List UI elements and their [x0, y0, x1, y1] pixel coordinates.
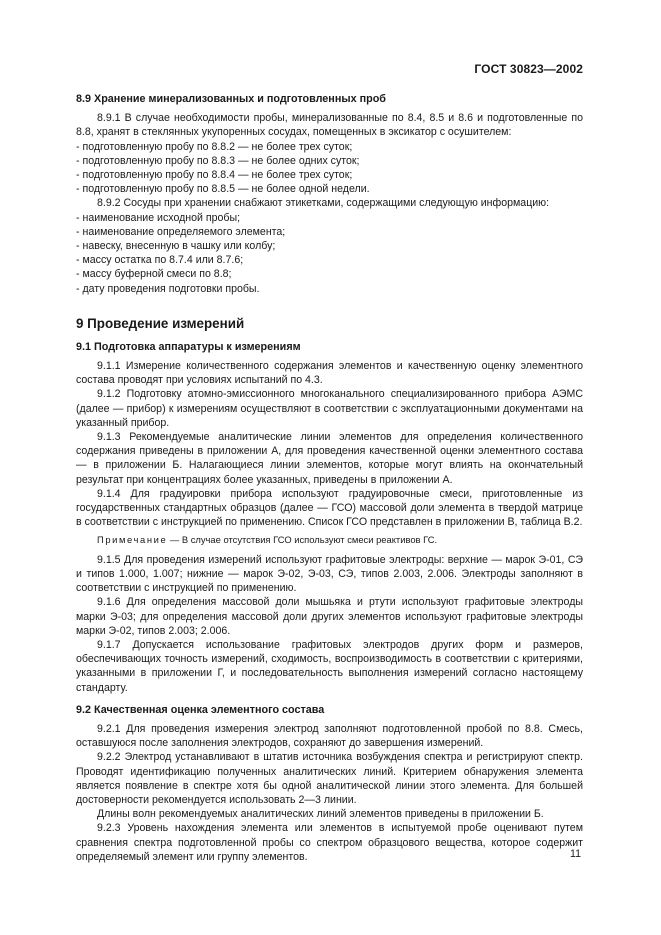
paragraph-9-1-2: 9.1.2 Подготовку атомно-эмиссионного многоканального специализированного прибора АЭМС (далее — прибор) к измерениям осуществляют в соответствии с эксплуатационными документами на указанный прибор. — [76, 388, 583, 429]
list-item: - подготовленную пробу по 8.8.3 — не более одних суток; — [76, 154, 360, 167]
page-content — [76, 92, 583, 864]
paragraph-9-1-1: 9.1.1 Измерение количественного содержания элементов и качественную оценку элементного состава проводят при условиях испытаний по 4.3. — [76, 360, 583, 387]
list-item: - массу буферной смеси по 8.8; — [76, 268, 232, 281]
list-item: - подготовленную пробу по 8.8.2 — не более трех суток; — [76, 140, 353, 153]
list-item: - подготовленную пробу по 8.8.4 — не более трех суток; — [76, 169, 353, 182]
list-item: - массу остатка по 8.7.4 или 8.7.6; — [76, 254, 244, 267]
paragraph-9-1-6: 9.1.6 Для определения массовой доли мышьяка и ртути используют графитовые электроды марки Э-03; для определения массовой доли других элементов используют графитовые электроды марки Э-02, типов 2.003; 2.006. — [76, 596, 583, 637]
note — [76, 533, 583, 547]
list-item: - дату проведения подготовки пробы. — [76, 282, 260, 295]
list-item: - подготовленную пробу по 8.8.5 — не более одной недели. — [76, 183, 370, 196]
paragraph-9-2-3: 9.2.3 Уровень нахождения элемента или элементов в испытуемой пробе оценивают путем сравнения спектра подготовленной пробы со спектром образцового вещества, которое содержит определяемый элемент или группу элементов. — [76, 822, 583, 863]
list-item: - наименование определяемого элемента; — [76, 225, 286, 238]
paragraph-8-9-1: 8.9.1 В случае необходимости пробы, минерализованные по 8.4, 8.5 и 8.6 и подготовленные по 8.8, хранят в стеклянных укупоренных сосудах, помещенных в эксикатор с осушителем: — [76, 112, 583, 139]
note-text: — В случае отсутствия ГСО используют смеси реактивов ГС. — [167, 534, 438, 546]
paragraph-9-2-2-cont: Длины волн рекомендуемых аналитических линий элементов приведены в приложении Б. — [97, 808, 544, 821]
section-title-9: 9 Проведение измерений — [76, 315, 245, 331]
paragraph-9-1-5: 9.1.5 Для проведения измерений используют графитовые электроды: верхние — марок Э-01, СЭ и типов 1.000, 1.007; нижние — марок Э-02, Э-03, СЭ, типов 2.003, 2.006. Электроды заполняют в соответствии с инструкцией по применению. — [76, 553, 583, 595]
document-code: ГОСТ 30823—2002 — [474, 62, 583, 76]
list-item: - навеску, внесенную в чашку или колбу; — [76, 240, 276, 253]
paragraph-9-2-1: 9.2.1 Для проведения измерения электрод заполняют подготовленной пробой по 8.8. Смесь, оставшуюся после заполнения электродов, сохраняют до завершения измерений. — [76, 722, 583, 750]
paragraph-9-2-2: 9.2.2 Электрод устанавливают в штатив источника возбуждения спектра и регистрируют спектр. Проводят идентификацию полученных аналитических линий. Критерием обнаружения элемента является появление в спектре хотя бы одной аналитической линии этого элемента. Для большей достоверности рекомендуется использовать 2—3 линии. — [76, 751, 583, 806]
paragraph-9-1-7: 9.1.7 Допускается использование графитовых электродов других форм и размеров, обеспечивающих точность измерений, сходимость, воспроизводимость в соответствии с критериями, указанными в приложении Г, и последовательность выполнения измерений согласно настоящему стандарту. — [76, 638, 583, 694]
paragraph-9-1-4: 9.1.4 Для градуировки прибора используют градуировочные смеси, приготовленные из государственных стандартных образцов (далее — ГСО) массовой доли элемента в твердой матрице в соответствии с инструкцией по применению. Список ГСО представлен в приложении В, таблица В.2. — [76, 487, 583, 529]
paragraph-9-1-3: 9.1.3 Рекомендуемые аналитические линии элементов для определения количественного содержания приведены в приложении А, для проведения качественной оценки элементного состава — в приложении Б. Налагающиеся линии элементов, которые могут влиять на окончательный результат при концентрациях более указанных, приведены в приложении А. — [76, 431, 583, 486]
list-item: - наименование исходной пробы; — [76, 211, 241, 224]
note-label: Примечание — [97, 534, 168, 546]
paragraph-8-9-2: 8.9.2 Сосуды при хранении снабжают этикетками, содержащими следующую информацию: — [97, 197, 550, 210]
section-title-8-9: 8.9 Хранение минерализованных и подготовленных проб — [76, 93, 386, 105]
section-title-9-1: 9.1 Подготовка аппаратуры к измерениям — [76, 340, 301, 353]
section-title-9-2: 9.2 Качественная оценка элементного состава — [76, 703, 325, 716]
page-number: 11 — [570, 848, 581, 860]
